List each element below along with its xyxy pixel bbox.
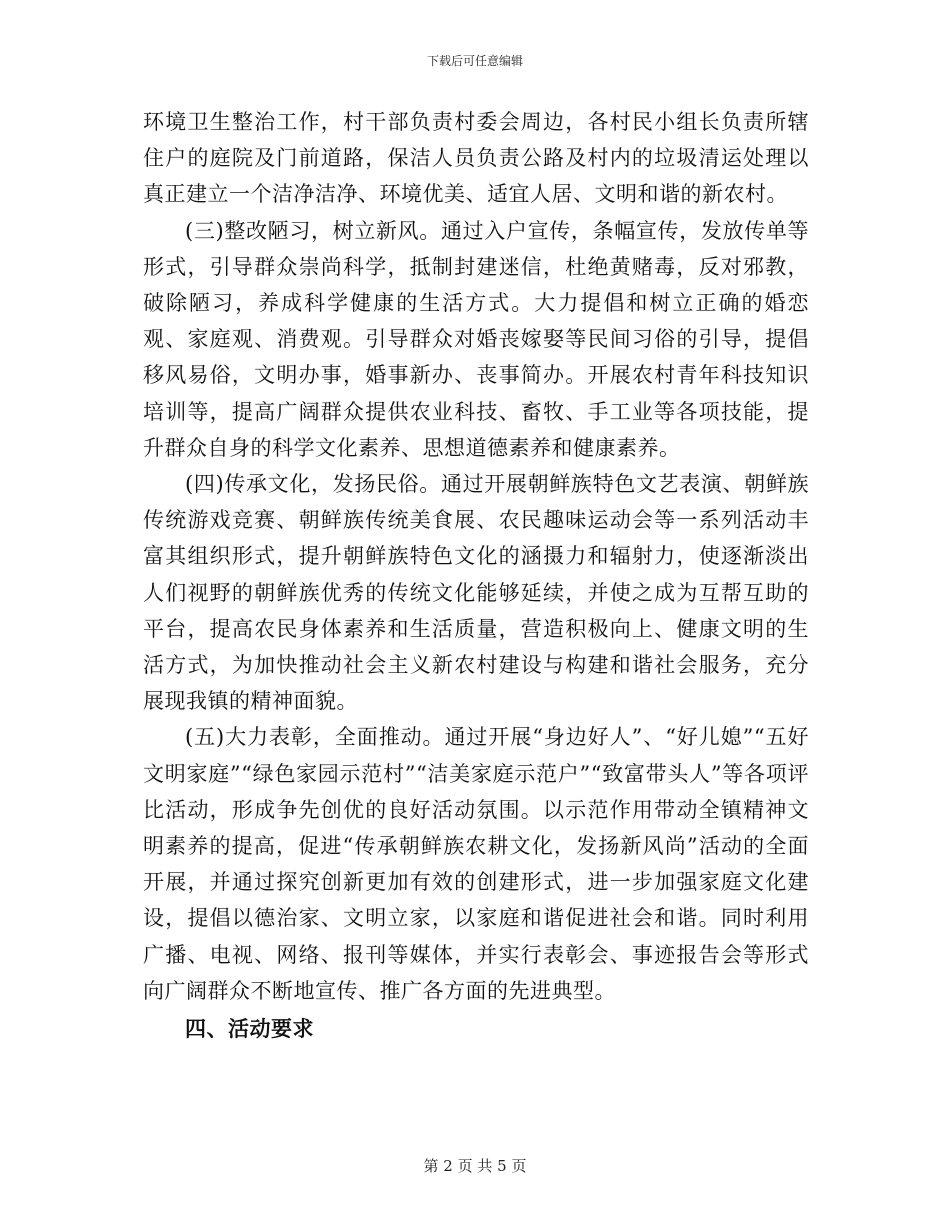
document-body [143,104,809,1047]
page-number: 第 2 页 共 5 页 [423,1157,527,1175]
paragraph-section-3: (三)整改陋习，树立新风。通过入户宣传，条幅宣传，发放传单等形式，引导群众崇尚科学，抵制封建迷信，杜绝黄赌毒，反对邪教，破除陋习，养成科学健康的生活方式。大力提倡和树立正确的婚恋观、家庭观、消费观。引导群众对婚丧嫁娶等民间习俗的引导，提倡移风易俗，文明办事，婚事新办、丧事简办。开展农村青年科技知识培训等，提高广阔群众提供农业科技、畜牧、手工业等各项技能，提升群众自身的科学文化素养、思想道德素养和健康素养。 [143,218,809,460]
section-heading-activity-requirements: 四、活动要求 [185,1016,314,1042]
paragraph-section-4: (四)传承文化，发扬民俗。通过开展朝鲜族特色文艺表演、朝鲜族传统游戏竞赛、朝鲜族传统美食展、农民趣味运动会等一系列活动丰富其组织形式，提升朝鲜族特色文化的涵摄力和辐射力，使逐渐淡出人们视野的朝鲜族优秀的传统文化能够延续，并使之成为互帮互助的平台，提高农民身体素养和生活质量，营造积极向上、健康文明的生活方式，为加快推动社会主义新农村建设与构建和谐社会服务，充分展现我镇的精神面貌。 [143,472,809,714]
page-header-note: 下载后可任意编辑 [426,54,523,68]
paragraph-continuation: 环境卫生整治工作，村干部负责村委会周边，各村民小组长负责所辖住户的庭院及门前道路，保洁人员负责公路及村内的垃圾清运处理以真正建立一个洁净洁净、环境优美、适宜人居、文明和谐的新农村。 [143,110,809,207]
paragraph-section-5: (五)大力表彰，全面推动。通过开展“身边好人”、“好儿媳”“五好文明家庭”“绿色家园示范村”“洁美家庭示范户”“致富带头人”等各项评比活动，形成争先创优的良好活动氛围。以示范作用带动全镇精神文明素养的提高，促进“传承朝鲜族农耕文化，发扬新风尚”活动的全面开展，并通过探究创新更加有效的创建形式，进一步加强家庭文化建设，提倡以德治家、文明立家，以家庭和谐促进社会和谐。同时利用广播、电视、网络、报刊等媒体，并实行表彰会、事迹报告会等形式向广阔群众不断地宣传、推广各方面的先进典型。 [143,725,809,1003]
